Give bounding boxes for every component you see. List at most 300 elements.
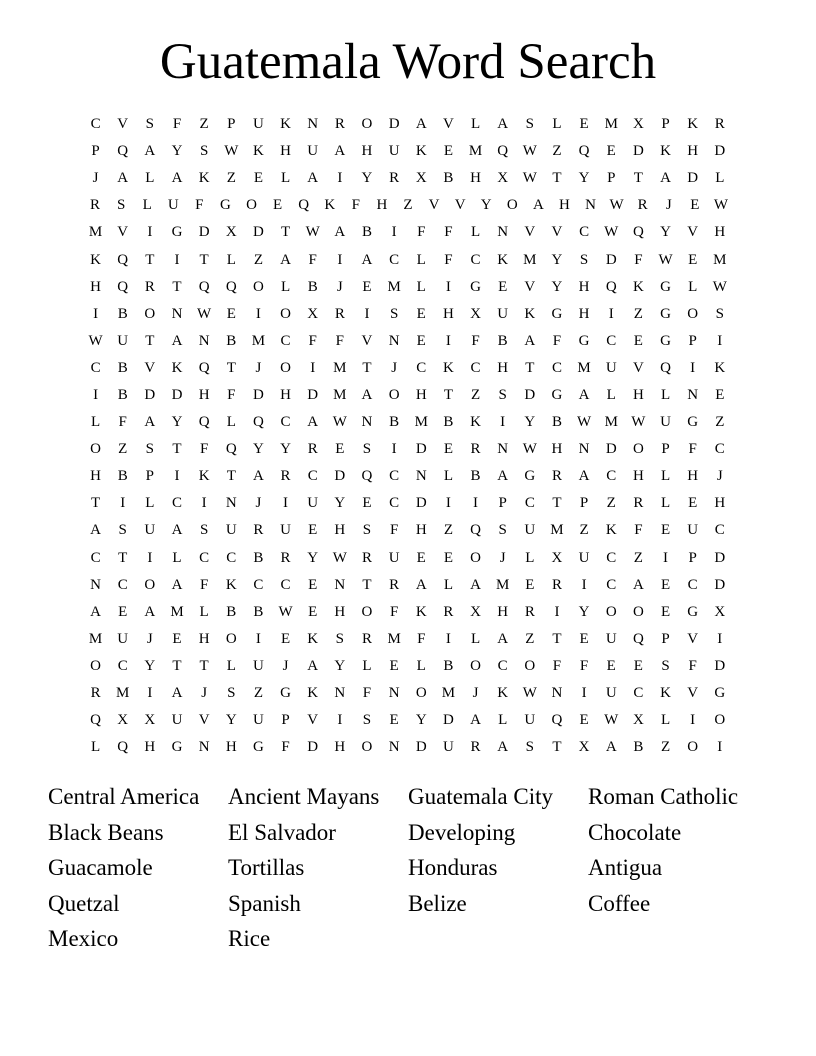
grid-letter: H	[415, 386, 427, 403]
grid-letter: U	[442, 739, 454, 756]
grid-letter: C	[633, 685, 644, 702]
grid-letter: S	[362, 522, 372, 539]
grid-letter: C	[253, 576, 264, 593]
grid-letter: E	[416, 549, 426, 566]
grid-letter: K	[324, 197, 336, 214]
grid-letter: T	[280, 224, 291, 241]
grid-letter: U	[252, 657, 264, 674]
grid-letter: I	[147, 549, 153, 566]
grid-letter: L	[362, 657, 372, 674]
grid-letter: A	[497, 116, 509, 133]
grid-letter: A	[497, 739, 509, 756]
grid-letter: I	[174, 468, 180, 485]
grid-letter: R	[144, 278, 155, 295]
grid-letter: K	[687, 116, 699, 133]
grid-letter: E	[416, 305, 426, 322]
grid-letter: U	[497, 305, 509, 322]
grid-letter: F	[471, 332, 480, 349]
grid-letter: L	[498, 712, 508, 729]
grid-letter: V	[524, 278, 536, 295]
grid-letter: L	[688, 278, 698, 295]
grid-letter: O	[388, 386, 400, 403]
grid-letter: W	[658, 251, 673, 268]
grid-letter: I	[554, 603, 560, 620]
grid-letter: O	[361, 739, 373, 756]
grid-letter: N	[307, 116, 319, 133]
grid-letter: G	[660, 332, 671, 349]
grid-letter: I	[445, 332, 451, 349]
word-list-item: Black Beans	[48, 819, 164, 845]
word-list-item: Roman Catholic	[588, 784, 739, 809]
grid-letter: D	[524, 386, 536, 403]
grid-letter: M	[116, 685, 130, 702]
grid-letter: N	[171, 305, 183, 322]
grid-letter: W	[522, 685, 537, 702]
grid-letter: D	[442, 712, 454, 729]
grid-letter: H	[632, 468, 644, 485]
grid-letter: L	[226, 657, 236, 674]
grid-letter: K	[660, 143, 671, 160]
grid-letter: F	[579, 657, 589, 674]
grid-letter: D	[605, 251, 617, 268]
grid-row	[82, 382, 734, 409]
grid-letter: P	[607, 170, 616, 187]
grid-letter: U	[252, 712, 264, 729]
grid-letter: L	[443, 576, 453, 593]
grid-letter: O	[252, 278, 264, 295]
grid-letter: R	[470, 441, 481, 458]
grid-letter: G	[714, 685, 726, 702]
grid-letter: H	[551, 441, 563, 458]
grid-letter: Y	[578, 170, 590, 187]
word-list-item: Rice	[228, 926, 271, 951]
grid-letter: X	[578, 739, 590, 756]
grid-letter: S	[525, 739, 534, 756]
grid-letter: E	[715, 386, 725, 403]
grid-letter: Y	[307, 549, 319, 566]
grid-letter: Q	[632, 630, 644, 647]
grid-letter: N	[497, 441, 509, 458]
grid-letter: V	[454, 197, 466, 214]
grid-letter: C	[117, 576, 128, 593]
grid-letter: G	[280, 685, 291, 702]
grid-letter: F	[552, 657, 562, 674]
grid-letter: I	[473, 495, 479, 512]
grid-letter: A	[334, 224, 346, 241]
grid-letter: R	[470, 739, 481, 756]
grid-letter: A	[117, 170, 129, 187]
word-list-item: Quetzal	[48, 890, 120, 916]
grid-letter: F	[634, 251, 643, 268]
grid-letter: T	[552, 630, 562, 647]
grid-letter: K	[225, 576, 237, 593]
grid-letter: D	[714, 657, 726, 674]
grid-row	[82, 707, 734, 734]
grid-letter: I	[174, 251, 180, 268]
grid-row	[82, 301, 734, 328]
grid-letter: F	[417, 630, 426, 647]
grid-letter: H	[144, 739, 156, 756]
grid-letter: U	[605, 630, 617, 647]
grid-letter: V	[117, 116, 129, 133]
grid-letter: M	[333, 386, 347, 403]
grid-letter: J	[282, 657, 289, 674]
grid-letter: D	[307, 386, 319, 403]
grid-letter: E	[335, 441, 345, 458]
grid-letter: F	[688, 657, 697, 674]
grid-letter: Z	[199, 116, 209, 133]
grid-letter: V	[198, 712, 210, 729]
grid-letter: N	[497, 224, 509, 241]
grid-letter: T	[552, 495, 562, 512]
grid-letter: A	[144, 143, 156, 160]
grid-letter: K	[632, 278, 644, 295]
grid-letter: Z	[660, 739, 671, 756]
grid-letter: P	[579, 495, 589, 512]
grid-letter: H	[442, 305, 454, 322]
grid-letter: H	[632, 386, 644, 403]
grid-letter: I	[690, 359, 696, 376]
grid-letter: F	[172, 116, 182, 133]
grid-letter: X	[497, 170, 509, 187]
grid-letter: W	[278, 603, 293, 620]
grid-letter: Q	[198, 414, 210, 431]
grid-letter: R	[90, 197, 101, 214]
grid-letter: H	[334, 522, 346, 539]
grid-letter: O	[415, 685, 427, 702]
grid-letter: W	[577, 414, 592, 431]
grid-letter: R	[361, 630, 372, 647]
grid-letter: K	[90, 251, 101, 268]
grid-letter: B	[551, 414, 562, 431]
grid-letter: Q	[361, 468, 373, 485]
grid-letter: A	[90, 522, 101, 539]
grid-letter: G	[220, 197, 231, 214]
grid-letter: I	[391, 441, 397, 458]
grid-letter: Y	[524, 414, 536, 431]
grid-letter: A	[497, 630, 509, 647]
grid-letter: Y	[252, 441, 264, 458]
grid-letter: S	[227, 685, 236, 702]
grid-letter: G	[687, 603, 699, 620]
grid-letter: D	[388, 116, 400, 133]
grid-letter: E	[308, 603, 318, 620]
grid-letter: I	[337, 170, 343, 187]
grid-letter: E	[579, 630, 589, 647]
grid-letter: U	[687, 522, 699, 539]
grid-letter: A	[605, 739, 617, 756]
grid-letter: I	[717, 332, 723, 349]
grid-letter: A	[578, 386, 590, 403]
grid-letter: U	[660, 414, 671, 431]
grid-letter: A	[171, 332, 183, 349]
grid-letter: X	[470, 603, 481, 620]
grid-letter: Q	[605, 278, 617, 295]
grid-letter: R	[389, 576, 400, 593]
word-list-item: El Salvador	[228, 819, 336, 845]
grid-letter: V	[307, 712, 319, 729]
grid-letter: T	[90, 495, 101, 512]
grid-letter: B	[633, 739, 644, 756]
grid-letter: F	[308, 332, 317, 349]
grid-letter: V	[687, 630, 699, 647]
grid-letter: F	[118, 414, 127, 431]
grid-letter: U	[167, 197, 179, 214]
grid-letter: R	[334, 116, 345, 133]
grid-letter: T	[145, 251, 155, 268]
grid-letter: R	[253, 522, 264, 539]
grid-letter: S	[362, 441, 372, 458]
grid-letter: V	[144, 359, 156, 376]
grid-letter: J	[201, 685, 208, 702]
grid-letter: T	[172, 657, 182, 674]
grid-letter: H	[714, 224, 726, 241]
grid-letter: I	[93, 305, 99, 322]
grid-letter: L	[525, 549, 535, 566]
grid-letter: I	[581, 685, 587, 702]
grid-letter: F	[335, 332, 344, 349]
grid-letter: A	[532, 197, 544, 214]
grid-letter: R	[714, 116, 725, 133]
grid-letter: M	[387, 278, 401, 295]
grid-letter: T	[172, 278, 182, 295]
grid-letter: D	[605, 441, 617, 458]
grid-letter: D	[632, 143, 644, 160]
grid-letter: S	[498, 386, 507, 403]
grid-letter: B	[117, 305, 128, 322]
grid-letter: Q	[551, 712, 563, 729]
grid-letter: O	[632, 441, 644, 458]
grid-letter: Y	[660, 224, 671, 241]
grid-letter: I	[120, 495, 126, 512]
grid-letter: W	[305, 224, 320, 241]
grid-letter: G	[252, 739, 264, 756]
grid-letter: P	[688, 332, 697, 349]
grid-letter: C	[389, 468, 400, 485]
grid-letter: L	[416, 278, 426, 295]
grid-letter: L	[226, 414, 236, 431]
grid-letter: G	[551, 386, 563, 403]
grid-letter: E	[498, 278, 508, 295]
grid-letter: N	[388, 739, 400, 756]
grid-letter: K	[605, 522, 617, 539]
grid-letter: Z	[606, 495, 616, 512]
grid-row	[82, 138, 734, 165]
grid-letter: Y	[551, 251, 563, 268]
grid-letter: W	[604, 224, 619, 241]
grid-letter: B	[443, 657, 454, 674]
grid-letter: V	[524, 224, 536, 241]
grid-letter: L	[552, 116, 562, 133]
grid-letter: Z	[715, 414, 725, 431]
grid-letter: F	[281, 739, 290, 756]
grid-letter: L	[660, 712, 671, 729]
grid-letter: R	[389, 170, 400, 187]
grid-letter: M	[713, 251, 727, 268]
word-list-item: Developing	[408, 819, 516, 845]
grid-letter: Z	[579, 522, 589, 539]
grid-letter: W	[197, 305, 212, 322]
grid-letter: O	[506, 197, 518, 214]
grid-letter: C	[90, 359, 101, 376]
grid-letter: M	[523, 251, 537, 268]
grid-letter: P	[661, 116, 670, 133]
grid-letter: O	[144, 305, 156, 322]
grid-letter: D	[415, 739, 427, 756]
grid-letter: I	[690, 712, 696, 729]
grid-letter: B	[117, 386, 128, 403]
grid-letter: B	[226, 603, 237, 620]
grid-letter: Q	[497, 143, 509, 160]
grid-letter: F	[417, 224, 426, 241]
grid-letter: F	[688, 441, 697, 458]
grid-letter: L	[660, 495, 671, 512]
grid-letter: P	[145, 468, 155, 485]
grid-letter: S	[498, 522, 507, 539]
grid-letter: E	[660, 522, 671, 539]
grid-letter: A	[252, 468, 264, 485]
grid-letter: E	[273, 197, 283, 214]
grid-letter: U	[605, 359, 617, 376]
word-list-item: Antigua	[588, 855, 663, 880]
grid-letter: D	[714, 549, 726, 566]
grid-letter: L	[142, 197, 152, 214]
grid-letter: X	[225, 224, 237, 241]
grid-row	[82, 219, 734, 246]
grid-letter: K	[198, 170, 210, 187]
grid-letter: U	[117, 332, 129, 349]
grid-letter: M	[550, 522, 564, 539]
grid-letter: N	[687, 386, 699, 403]
grid-letter: C	[171, 495, 182, 512]
grid-letter: J	[255, 495, 262, 512]
letter-grid	[82, 111, 734, 761]
grid-letter: U	[225, 522, 237, 539]
grid-letter: O	[524, 657, 536, 674]
grid-letter: U	[280, 522, 291, 539]
grid-letter: S	[362, 712, 372, 729]
grid-letter: L	[90, 414, 101, 431]
grid-letter: O	[632, 603, 644, 620]
grid-letter: I	[337, 251, 343, 268]
grid-letter: S	[389, 305, 399, 322]
grid-letter: Q	[298, 197, 310, 214]
grid-letter: O	[90, 657, 101, 674]
grid-letter: E	[172, 630, 182, 647]
grid-letter: A	[171, 170, 183, 187]
grid-letter: W	[713, 197, 728, 214]
grid-letter: J	[146, 630, 153, 647]
grid-letter: I	[93, 386, 99, 403]
grid-letter: L	[199, 603, 209, 620]
grid-row	[82, 517, 734, 544]
grid-letter: E	[660, 576, 671, 593]
word-list-item: Ancient Mayans	[228, 784, 380, 809]
grid-letter: P	[227, 116, 236, 133]
grid-letter: E	[688, 495, 698, 512]
grid-letter: R	[280, 549, 291, 566]
grid-letter: A	[578, 468, 590, 485]
grid-letter: E	[416, 332, 426, 349]
grid-letter: N	[361, 414, 373, 431]
grid-letter: Q	[660, 359, 671, 376]
grid-letter: O	[687, 305, 699, 322]
grid-letter: C	[579, 224, 590, 241]
grid-letter: E	[690, 197, 700, 214]
grid-letter: N	[388, 685, 400, 702]
grid-letter: H	[497, 359, 509, 376]
grid-letter: L	[470, 224, 481, 241]
grid-letter: T	[118, 549, 128, 566]
grid-letter: L	[280, 278, 291, 295]
grid-letter: E	[660, 603, 671, 620]
grid-letter: T	[633, 170, 643, 187]
grid-letter: G	[660, 305, 671, 322]
grid-letter: O	[225, 630, 237, 647]
grid-letter: Z	[403, 197, 413, 214]
grid-letter: L	[660, 386, 671, 403]
grid-letter: Z	[633, 305, 643, 322]
grid-letter: A	[171, 522, 183, 539]
grid-letter: I	[608, 305, 614, 322]
grid-row	[82, 463, 734, 490]
grid-letter: A	[280, 251, 291, 268]
grid-letter: W	[224, 143, 239, 160]
grid-letter: Y	[225, 712, 237, 729]
grid-letter: O	[246, 197, 257, 214]
grid-letter: F	[351, 197, 360, 214]
word-list-item: Central America	[48, 784, 200, 809]
grid-letter: H	[687, 143, 699, 160]
grid-letter: K	[470, 414, 481, 431]
grid-letter: S	[145, 441, 155, 458]
grid-letter: E	[253, 170, 263, 187]
grid-letter: B	[470, 468, 481, 485]
grid-letter: C	[606, 332, 617, 349]
grid-letter: H	[497, 603, 509, 620]
grid-letter: M	[170, 603, 184, 620]
grid-letter: P	[91, 143, 100, 160]
grid-letter: P	[661, 630, 670, 647]
grid-letter: K	[198, 468, 210, 485]
grid-letter: E	[118, 603, 128, 620]
grid-letter: U	[307, 143, 319, 160]
grid-letter: Q	[117, 143, 129, 160]
grid-letter: Z	[470, 386, 481, 403]
grid-letter: A	[144, 414, 156, 431]
grid-row	[82, 490, 734, 517]
grid-letter: U	[524, 522, 536, 539]
grid-letter: A	[334, 143, 346, 160]
grid-letter: J	[499, 549, 506, 566]
word-list	[48, 779, 788, 957]
grid-letter: C	[280, 332, 291, 349]
grid-letter: T	[199, 251, 209, 268]
grid-letter: T	[172, 441, 182, 458]
grid-letter: A	[470, 576, 481, 593]
grid-letter: E	[525, 576, 535, 593]
grid-letter: P	[281, 712, 290, 729]
grid-letter: F	[199, 576, 209, 593]
grid-letter: R	[524, 603, 535, 620]
grid-letter: M	[387, 630, 401, 647]
grid-letter: Q	[225, 278, 237, 295]
grid-letter: C	[606, 468, 617, 485]
grid-letter: E	[633, 657, 643, 674]
grid-letter: T	[525, 359, 535, 376]
grid-letter: Z	[525, 630, 535, 647]
grid-letter: K	[442, 359, 454, 376]
